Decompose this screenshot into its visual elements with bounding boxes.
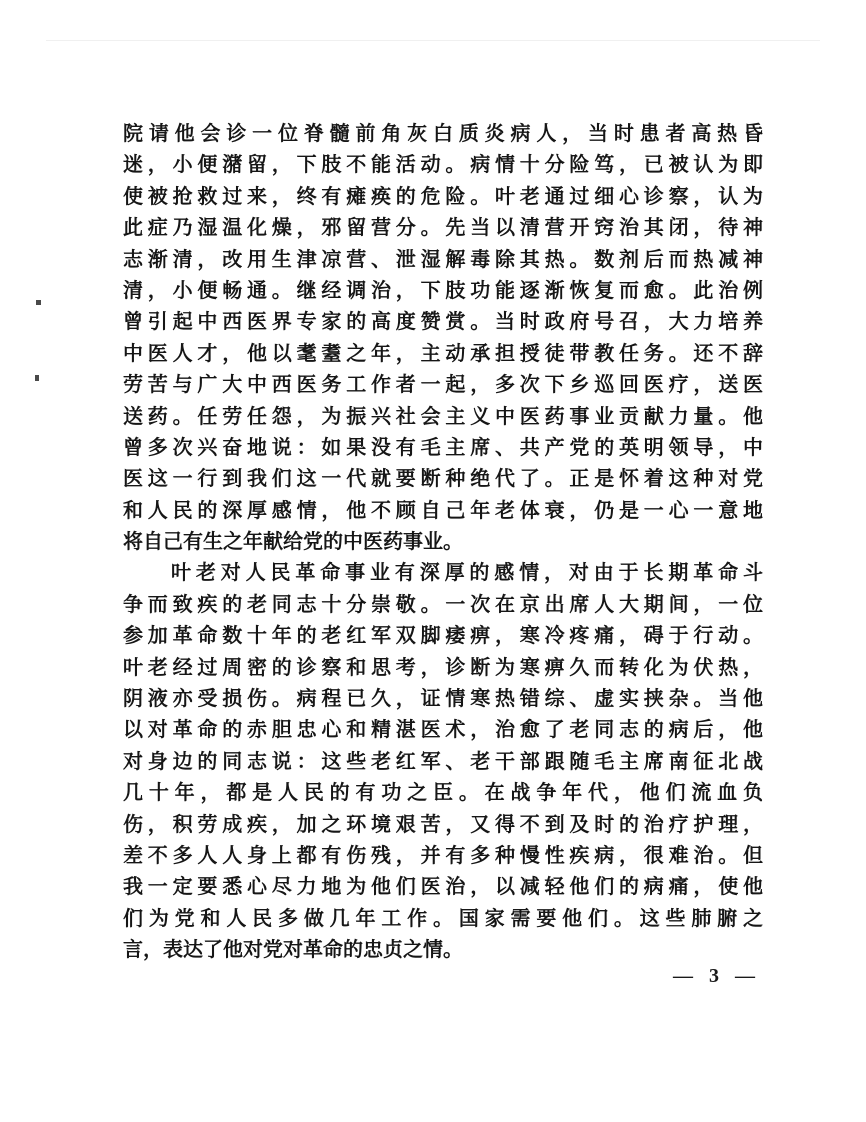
text-line: 和人民的深厚感情，他不顾自己年老体衰，仍是一心一意地 — [123, 499, 763, 522]
text-line: 参加革命数十年的老红军双脚痿痹，寒冷疼痛，碍于行动。 — [123, 625, 763, 648]
body-text — [123, 119, 763, 967]
text-line: 将自己有生之年献给党的中医药事业。 — [123, 531, 463, 554]
text-line: 志渐清，改用生津凉营、泄湿解毒除其热。数剂后而热减神 — [123, 248, 763, 271]
page-number: 3 — [709, 965, 719, 987]
footer-right-dash: — — [735, 965, 755, 987]
text-line: 叶老对人民革命事业有深厚的感情，对由于长期革命斗 — [171, 562, 763, 585]
text-line: 几十年，都是人民的有功之臣。在战争年代，他们流血负 — [123, 782, 763, 805]
scan-artifact-line — [46, 40, 820, 41]
text-line: 清，小便畅通。继经调治，下肢功能逐渐恢复而愈。此治例 — [123, 279, 763, 302]
text-line: 言，表达了他对党对革命的忠贞之情。 — [123, 939, 463, 962]
text-line: 劳苦与广大中西医务工作者一起，多次下乡巡回医疗，送医 — [123, 374, 763, 397]
text-line: 伤，积劳成疾，加之环境艰苦，又得不到及时的治疗护理， — [123, 813, 763, 836]
text-line: 差不多人人身上都有伤残，并有多种慢性疾病，很难治。但 — [123, 844, 763, 867]
text-line: 阴液亦受损伤。病程已久，证情寒热错综、虚实挟杂。当他 — [123, 688, 763, 711]
text-line: 院请他会诊一位脊髓前角灰白质炎病人，当时患者高热昏 — [123, 123, 763, 145]
text-line: 医这一行到我们这一代就要断种绝代了。正是怀着这种对党 — [123, 468, 763, 491]
text-line: 们为党和人民多做几年工作。国家需要他们。这些肺腑之 — [123, 907, 763, 930]
text-line: 叶老经过周密的诊察和思考，诊断为寒痹久而转化为伏热， — [123, 656, 763, 679]
page-footer — [123, 965, 755, 988]
text-line: 使被抢救过来，终有瘫痪的危险。叶老通过细心诊察，认为 — [123, 185, 763, 208]
text-line: 以对革命的赤胆忠心和精湛医术，治愈了老同志的病后，他 — [123, 719, 763, 742]
text-line: 迷，小便潴留，下肢不能活动。病情十分险笃，已被认为即 — [123, 154, 763, 177]
text-line: 中医人才，他以耄耋之年，主动承担授徒带教任务。还不辞 — [123, 342, 763, 365]
margin-speck — [36, 300, 41, 305]
text-line: 争而致疾的老同志十分崇敬。一次在京出席人大期间，一位 — [123, 593, 763, 616]
text-line: 曾多次兴奋地说：如果没有毛主席、共产党的英明领导，中 — [123, 436, 763, 459]
text-line: 此症乃湿温化燥，邪留营分。先当以清营开窍治其闭，待神 — [123, 217, 763, 240]
footer-left-dash: — — [673, 965, 693, 987]
margin-speck — [35, 375, 39, 381]
text-line: 曾引起中西医界专家的高度赞赏。当时政府号召，大力培养 — [123, 311, 763, 334]
text-line: 我一定要悉心尽力地为他们医治，以减轻他们的病痛，使他 — [123, 876, 763, 899]
text-line: 送药。任劳任怨，为振兴社会主义中医药事业贡献力量。他 — [123, 405, 763, 428]
text-line: 对身边的同志说：这些老红军、老干部跟随毛主席南征北战 — [123, 750, 763, 773]
